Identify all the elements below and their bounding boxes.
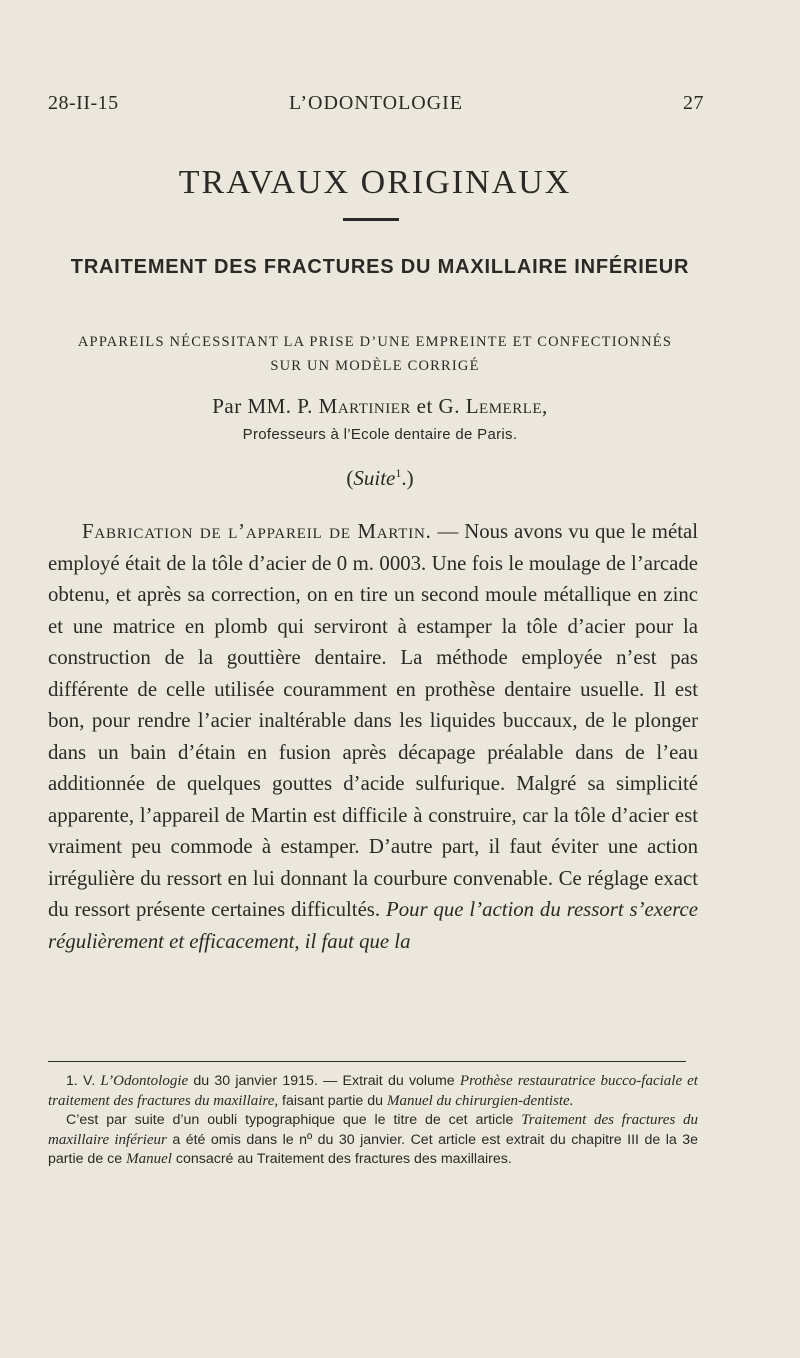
fn1-text-a: 1. V.: [66, 1073, 101, 1089]
paragraph-body: — Nous avons vu que le métal employé était de la tôle d’acier de 0 m. 0003. Une fois le moulage de l’arcade obtenu, et après sa correction, on en tire un second moule métallique en zinc et une matrice en plomb qui serviront à estamper la tôle d’acier pour la construction de la gouttière dentaire. La méthode employée n’est pas différente de celle utilisée couramment en prothèse dentaire usuelle. Il est bon, pour rendre l’acier inaltérable dans les liquides buccaux, de le plonger dans un bain d’étain en fusion après décapage préalable dans de l’eau additionnée de quelques gouttes d’acide sulfurique. Malgré sa simplicité apparente, l’appareil de Martin est difficile à construire, car la tôle d’acier est vraiment peu commode à estamper. D’autre part, il faut éviter une action irrégulière du ressort en lui donnant la courbure convenable. Ce réglage exact du ressort présente certaines difficultés.: [48, 520, 698, 921]
authors-and: et G.: [416, 394, 460, 418]
authors-mm: MM. P.: [247, 394, 313, 418]
fn1-journal: L’Odontologie: [100, 1073, 189, 1089]
footnotes: [48, 1072, 698, 1170]
fn2-text-a: C’est par suite d’un oubli typographique que le titre de cet article: [66, 1112, 522, 1128]
suite-label: Suite: [353, 466, 396, 490]
footnote-rule: [48, 1061, 686, 1062]
issue-date: 28-II-15: [48, 92, 119, 114]
fn1-book: Prothèse restauratrice bucco-faciale et traitement des fractures du maxillaire,: [48, 1073, 698, 1109]
page-number: 27: [683, 92, 704, 114]
fn2-text-b: a été omis dans le nº du 30 janvier. Cet article est extrait du chapitre III de la 3e partie de ce: [48, 1131, 698, 1167]
affiliation: Professeurs à l’Ecole dentaire de Paris.: [242, 426, 518, 443]
fn1-text-c: faisant partie du: [278, 1092, 387, 1109]
fn1-manual: Manuel du chirurgien-dentiste.: [386, 1092, 574, 1109]
body-text: [48, 516, 698, 957]
running-head: [48, 92, 704, 116]
fn2-title: Traitement des fractures du maxillaire inférieur: [48, 1112, 698, 1148]
authors-prefix: Par: [212, 394, 242, 418]
subtitle-line-2: SUR UN MODÈLE CORRIGÉ: [270, 358, 480, 374]
fn2-manual: Manuel: [126, 1151, 172, 1167]
title-rule: [343, 218, 399, 221]
continuation-note: (Suite$^1$.): [346, 466, 414, 490]
paragraph-lead: Fabrication de l’appareil de Martin.: [82, 520, 432, 543]
paragraph: [48, 516, 698, 957]
journal-name: L’ODONTOLOGIE: [288, 92, 464, 114]
subtitle-line-1: APPAREILS NÉCESSITANT LA PRISE D’UNE EMPREINTE ET CONFECTIONNÉS: [77, 334, 673, 350]
article-subtitle: [40, 330, 710, 378]
footnote-2: [48, 1111, 698, 1170]
footnote-marker: 1: [395, 466, 402, 480]
footnote-1: [48, 1072, 698, 1111]
paragraph-italic: Pour que l’action du ressort s’exerce régulièrement et efficacement, il faut que la: [48, 898, 699, 953]
fn1-text-b: du 30 janvier 1915. — Extrait du volume: [188, 1073, 460, 1089]
author-1: Martinier: [318, 394, 411, 418]
article-title: TRAITEMENT DES FRACTURES DU MAXILLAIRE INFÉRIEUR: [70, 256, 690, 278]
author-line: [40, 394, 720, 419]
section-title: TRAVAUX ORIGINAUX: [178, 164, 572, 201]
author-2: Lemerle,: [465, 394, 548, 418]
fn2-text-c: consacré au Traitement des fractures des maxillaires.: [171, 1151, 512, 1167]
